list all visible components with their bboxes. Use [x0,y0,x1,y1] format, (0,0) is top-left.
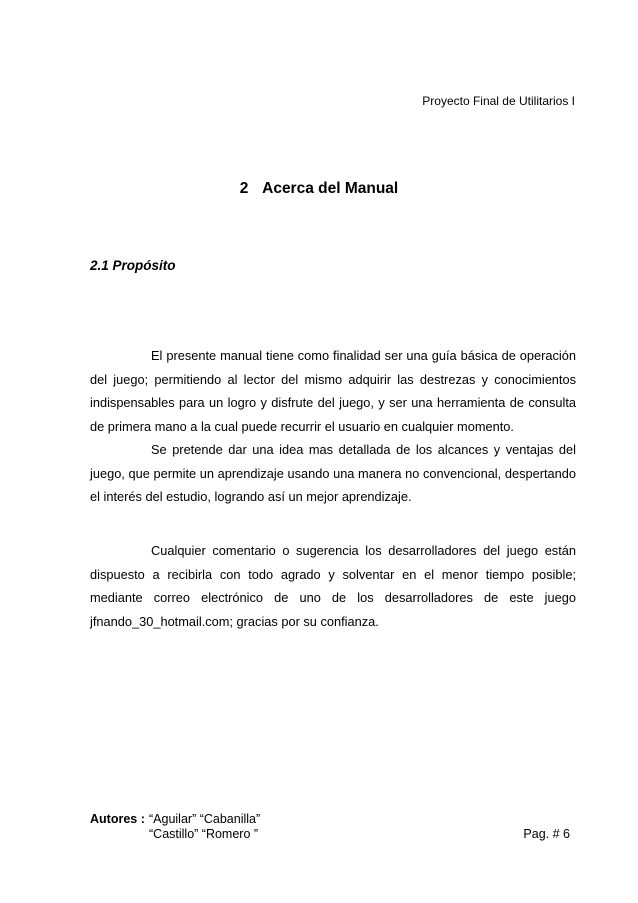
chapter-number: 2 [239,180,249,197]
paragraph-idea: Se pretende dar una idea mas detallada de los alcances y ventajas del juego, que permite un aprendizaje usando una manera no convencional, despertando el interés del estudio, logrando así un mejor aprendizaje. [90,442,576,504]
page-number: Pag. # 6 [523,827,570,841]
authors-line-2: “Castillo” “Romero ” [149,827,259,841]
authors-line-1: “Aguilar” “Cabanilla” [149,812,261,826]
running-header: Proyecto Final de Utilitarios I [422,94,575,108]
paragraph-purpose: El presente manual tiene como finalidad ser una guía básica de operación del juego; permitiendo al lector del mismo adquirir las destrezas y conocimientos indispensables para un logro y disfrute del juego, y ser una herramienta de consulta de primera mano a la cual puede recurrir el usuario en cualquier momento. [90,348,576,434]
authors-label: Autores : [90,812,145,826]
page-footer [90,812,576,842]
chapter-title [0,180,638,198]
body-text-block [90,344,576,509]
chapter-title-text: Acerca del Manual [262,180,399,197]
section-title: 2.1 Propósito [90,258,176,273]
body-text-block-contact [90,539,576,633]
paragraph-contact: Cualquier comentario o sugerencia los desarrolladores del juego están dispuesto a recibirla con todo agrado y solventar en el menor tiempo posible; mediante correo electrónico de uno de los desarrolladores de este juego jfnando_30_hotmail.com; gracias por su confianza. [90,543,576,629]
